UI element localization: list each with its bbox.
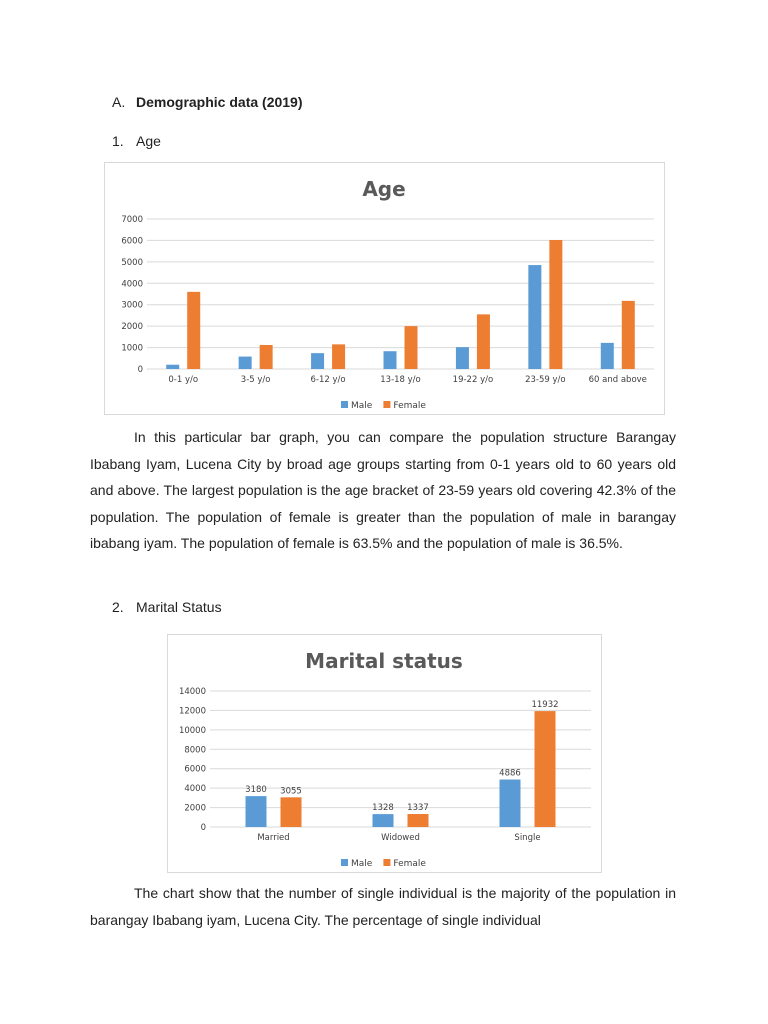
marital-chart bbox=[167, 634, 602, 873]
y-tick-label: 4000 bbox=[121, 279, 143, 290]
male-bar bbox=[528, 265, 541, 369]
x-tick-label: 6-12 y/o bbox=[310, 375, 346, 385]
male-bar bbox=[456, 347, 469, 369]
male-bar bbox=[311, 353, 324, 369]
age-chart-svg bbox=[105, 163, 664, 414]
y-tick-label: 0 bbox=[200, 823, 206, 833]
male-bar bbox=[601, 343, 614, 369]
age-paragraph: In this particular bar graph, you can compare the population structure Barangay Ibabang Iyam, Lucena City by broad age groups starting from 0-1 years old to 60 years old and above. The largest population is the age bracket of 23-59 years old covering 42.3% of the population. The population of female is greater than the population of male in barangay ibabang iyam. The population of female is 63.5% and the population of male is 36.5%. bbox=[90, 429, 676, 551]
legend-label-male: Male bbox=[351, 859, 373, 869]
x-tick-label: 19-22 y/o bbox=[452, 375, 494, 385]
female-bar bbox=[622, 301, 635, 369]
y-tick-label: 1000 bbox=[121, 343, 143, 354]
marital-heading-number: 2. bbox=[112, 599, 124, 615]
y-tick-label: 3000 bbox=[121, 300, 143, 311]
section-letter: A. bbox=[112, 94, 126, 110]
data-label: 3180 bbox=[245, 785, 267, 796]
male-bar bbox=[246, 796, 267, 827]
y-tick-label: 7000 bbox=[121, 215, 143, 225]
x-tick-label: 60 and above bbox=[588, 375, 647, 385]
x-tick-label: 0-1 y/o bbox=[168, 375, 199, 385]
male-bar bbox=[166, 365, 179, 369]
male-bar bbox=[500, 780, 521, 827]
y-tick-label: 5000 bbox=[121, 257, 143, 268]
data-label: 11932 bbox=[531, 700, 559, 711]
age-heading bbox=[112, 133, 161, 149]
x-tick-label: Widowed bbox=[381, 833, 420, 843]
legend-swatch-male bbox=[341, 859, 348, 866]
data-label: 1337 bbox=[407, 803, 429, 814]
male-bar bbox=[384, 351, 397, 369]
marital-paragraph: The chart show that the number of single individual is the majority of the population in barangay Ibabang iyam, Lucena City. The percentage of single individual bbox=[90, 885, 676, 928]
age-heading-number: 1. bbox=[112, 133, 124, 149]
y-tick-label: 14000 bbox=[178, 687, 206, 697]
x-tick-label: Single bbox=[514, 833, 541, 843]
legend-swatch-male bbox=[341, 401, 348, 408]
y-tick-label: 4000 bbox=[184, 784, 206, 795]
female-bar bbox=[535, 711, 556, 827]
x-tick-label: 3-5 y/o bbox=[240, 375, 271, 385]
y-tick-label: 6000 bbox=[121, 236, 143, 247]
x-tick-label: 13-18 y/o bbox=[380, 375, 421, 385]
female-bar bbox=[281, 797, 302, 827]
legend-swatch-female bbox=[383, 859, 390, 866]
legend-swatch-female bbox=[383, 401, 390, 408]
y-tick-label: 0 bbox=[137, 365, 143, 375]
female-bar bbox=[477, 314, 490, 369]
x-tick-label: 23-59 y/o bbox=[525, 375, 566, 385]
female-bar bbox=[549, 240, 562, 369]
legend-label-female: Female bbox=[393, 859, 426, 869]
age-chart bbox=[104, 162, 665, 415]
data-label: 4886 bbox=[499, 768, 521, 779]
marital-chart-svg bbox=[168, 635, 601, 872]
legend-label-male: Male bbox=[351, 401, 373, 411]
data-label: 1328 bbox=[372, 803, 394, 814]
male-bar bbox=[239, 357, 252, 369]
y-tick-label: 2000 bbox=[184, 803, 206, 814]
female-bar bbox=[408, 814, 429, 827]
y-tick-label: 10000 bbox=[178, 725, 206, 736]
female-bar bbox=[187, 292, 200, 369]
age-heading-label: Age bbox=[136, 133, 161, 149]
section-heading bbox=[112, 94, 303, 110]
chart-title: Age bbox=[362, 177, 406, 201]
section-title: Demographic data (2019) bbox=[136, 94, 303, 110]
y-tick-label: 6000 bbox=[184, 764, 206, 775]
female-bar bbox=[405, 326, 418, 369]
male-bar bbox=[373, 814, 394, 827]
female-bar bbox=[332, 344, 345, 369]
chart-title: Marital status bbox=[305, 649, 463, 673]
y-tick-label: 12000 bbox=[178, 706, 206, 717]
marital-heading bbox=[112, 599, 222, 615]
legend-label-female: Female bbox=[393, 401, 426, 411]
female-bar bbox=[260, 345, 273, 369]
marital-heading-label: Marital Status bbox=[136, 599, 222, 615]
data-label: 3055 bbox=[280, 786, 302, 797]
x-tick-label: Married bbox=[257, 833, 290, 843]
y-tick-label: 8000 bbox=[184, 745, 206, 756]
y-tick-label: 2000 bbox=[121, 322, 143, 333]
